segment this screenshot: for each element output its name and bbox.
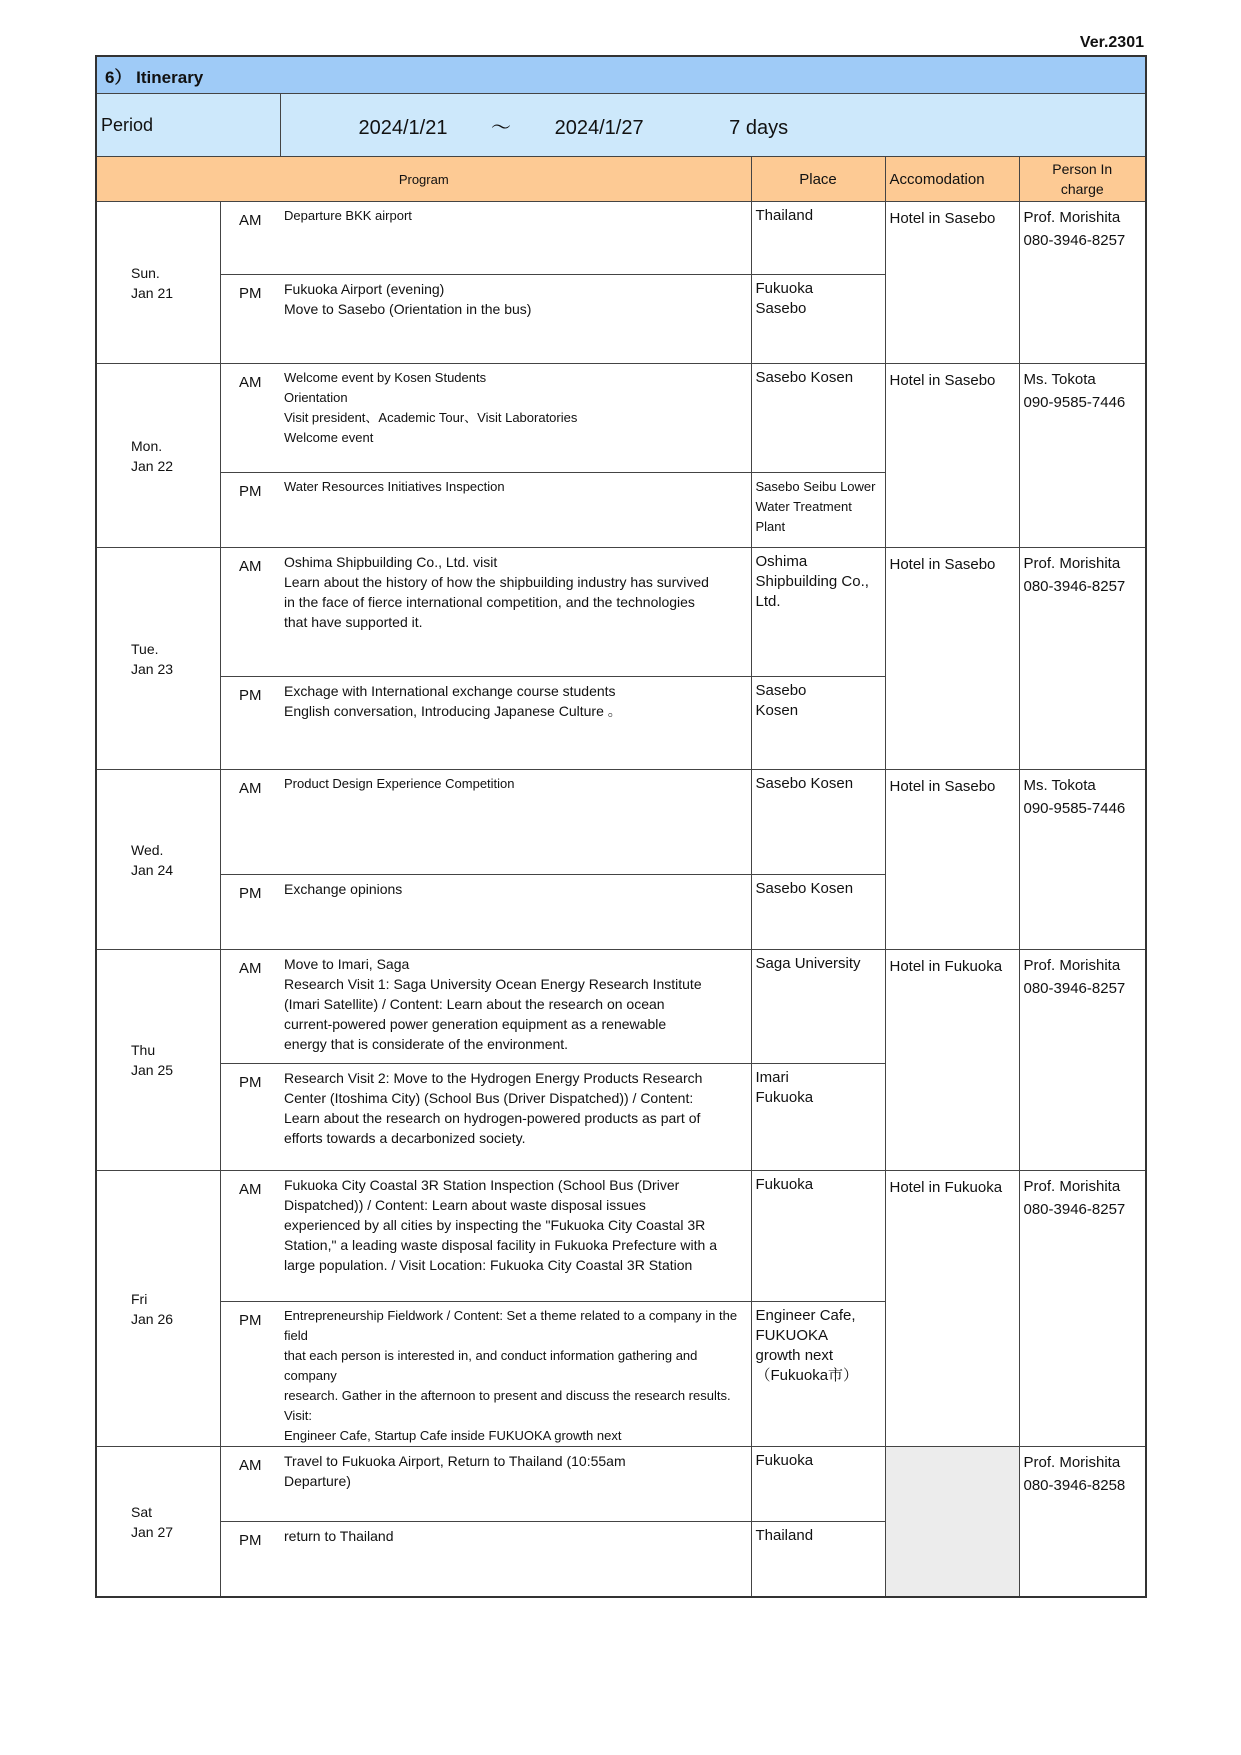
am-program-line: current-powered power generation equipment as a renewable xyxy=(284,1016,667,1032)
am-place-line: Ltd. xyxy=(755,593,781,610)
pm-label: PM xyxy=(220,677,280,770)
day-row-am xyxy=(96,202,1146,275)
am-place xyxy=(751,364,885,473)
pm-program-line: English conversation, Introducing Japanese Culture 。 xyxy=(284,703,622,719)
day-row-am xyxy=(96,548,1146,677)
pm-program xyxy=(280,677,751,770)
am-program-line: Visit president、Academic Tour、Visit Laboratories xyxy=(284,410,578,425)
pm-place xyxy=(751,677,885,770)
pm-program xyxy=(280,1064,751,1171)
am-program-line: Departure BKK airport xyxy=(284,208,412,223)
accommodation-cell: Hotel in Sasebo xyxy=(885,364,1019,548)
person-in-charge-cell xyxy=(1019,202,1146,364)
am-program-line: (Imari Satellite) / Content: Learn about the research on ocean xyxy=(284,996,665,1012)
day-cell xyxy=(96,1171,220,1447)
person-name: Ms. Tokota xyxy=(1023,777,1096,794)
am-program-line: that have supported it. xyxy=(284,614,423,630)
day-date: Jan 21 xyxy=(131,284,174,301)
day-date: Jan 26 xyxy=(131,1310,174,1327)
day-row-am xyxy=(96,364,1146,473)
pm-program-line: Fukuoka Airport (evening) xyxy=(284,281,445,297)
am-program-line: in the face of fierce international competition, and the technologies xyxy=(284,594,695,610)
pm-place xyxy=(751,875,885,950)
person-name: Ms. Tokota xyxy=(1023,371,1096,388)
pm-program-line: Center (Itoshima City) (School Bus (Driver Dispatched)) / Content: xyxy=(284,1090,694,1106)
header-person-line1: Person In xyxy=(1052,161,1113,177)
person-name: Prof. Morishita xyxy=(1023,957,1121,974)
am-place xyxy=(751,548,885,677)
day-name: Tue. xyxy=(131,640,159,657)
am-program-line: energy that is considerate of the environment. xyxy=(284,1036,569,1052)
section-title: 6） Itinerary xyxy=(96,56,1146,94)
itinerary-table xyxy=(95,55,1147,1598)
period-label: Period xyxy=(96,94,280,157)
am-program-line: Oshima Shipbuilding Co., Ltd. visit xyxy=(284,554,498,570)
accommodation-cell xyxy=(885,1447,1019,1598)
pm-program-line: Water Resources Initiatives Inspection xyxy=(284,479,505,494)
pm-program-line: research. Gather in the afternoon to present and discuss the research results. Visit: xyxy=(284,1388,731,1423)
pm-place-line: Fukuoka xyxy=(755,1089,814,1106)
am-program xyxy=(280,1447,751,1522)
am-program xyxy=(280,548,751,677)
pm-program xyxy=(280,875,751,950)
am-program xyxy=(280,770,751,875)
day-cell xyxy=(96,364,220,548)
am-program xyxy=(280,202,751,275)
day-cell xyxy=(96,1447,220,1598)
day-name: Mon. xyxy=(131,437,163,454)
day-cell xyxy=(96,770,220,950)
pm-place-line: Engineer Cafe, xyxy=(755,1307,856,1324)
pm-place-line: Sasebo Seibu Lower xyxy=(755,479,876,494)
day-cell xyxy=(96,950,220,1171)
am-program-line: Welcome event by Kosen Students xyxy=(284,370,487,385)
day-date: Jan 22 xyxy=(131,457,174,474)
am-label: AM xyxy=(220,770,280,875)
section-title-row xyxy=(96,56,1146,94)
am-program-line: Dispatched)) / Content: Learn about waste disposal issues xyxy=(284,1197,646,1213)
pm-place-line: （Fukuoka市） xyxy=(755,1367,859,1384)
am-program xyxy=(280,950,751,1064)
person-in-charge-cell xyxy=(1019,1447,1146,1598)
header-person xyxy=(1019,157,1146,202)
person-phone: 080-3946-8257 xyxy=(1023,578,1126,595)
pm-program xyxy=(280,1522,751,1598)
person-name: Prof. Morishita xyxy=(1023,209,1121,226)
pm-program-line: Learn about the research on hydrogen-powered products as part of xyxy=(284,1110,701,1126)
period-separator: 〜 xyxy=(491,116,512,139)
version-label: Ver.2301 xyxy=(1079,34,1144,51)
am-program-line: large population. / Visit Location: Fukuoka City Coastal 3R Station xyxy=(284,1257,693,1273)
person-in-charge-cell xyxy=(1019,770,1146,950)
day-name: Fri xyxy=(131,1290,148,1307)
pm-program-line: Exchange opinions xyxy=(284,881,403,897)
pm-place-line: Imari xyxy=(755,1069,789,1086)
header-accommodation: Accomodation xyxy=(885,157,1019,202)
am-place-line: Fukuoka xyxy=(755,1176,814,1193)
pm-place xyxy=(751,275,885,364)
am-place-line: Fukuoka xyxy=(755,1452,814,1469)
am-place xyxy=(751,770,885,875)
am-program-line: Departure) xyxy=(284,1473,351,1489)
am-label: AM xyxy=(220,1171,280,1302)
person-phone: 090-9585-7446 xyxy=(1023,800,1126,817)
am-label: AM xyxy=(220,202,280,275)
pm-program-line: Entrepreneurship Fieldwork / Content: Set a theme related to a company in the field xyxy=(284,1308,738,1343)
day-row-am xyxy=(96,770,1146,875)
pm-place-line: Sasebo xyxy=(755,682,807,699)
day-cell xyxy=(96,202,220,364)
pm-place xyxy=(751,1522,885,1598)
am-place xyxy=(751,202,885,275)
day-name: Sat xyxy=(131,1503,153,1520)
person-name: Prof. Morishita xyxy=(1023,1178,1121,1195)
pm-place xyxy=(751,1302,885,1447)
pm-label: PM xyxy=(220,875,280,950)
am-program-line: Research Visit 1: Saga University Ocean Energy Research Institute xyxy=(284,976,702,992)
pm-place-line: Fukuoka xyxy=(755,280,814,297)
accommodation-cell: Hotel in Sasebo xyxy=(885,202,1019,364)
header-program: Program xyxy=(96,157,751,202)
pm-program xyxy=(280,275,751,364)
period-duration: 7 days xyxy=(729,116,789,139)
person-in-charge-cell xyxy=(1019,1171,1146,1447)
am-place-line: Oshima xyxy=(755,553,808,570)
period-start: 2024/1/21 xyxy=(358,116,448,139)
person-in-charge-cell xyxy=(1019,950,1146,1171)
am-program-line: Fukuoka City Coastal 3R Station Inspection (School Bus (Driver xyxy=(284,1177,680,1193)
pm-program-line: efforts towards a decarbonized society. xyxy=(284,1130,526,1146)
pm-place-line: Thailand xyxy=(755,1527,814,1544)
period-row xyxy=(96,94,1146,157)
pm-place-line: FUKUOKA xyxy=(755,1327,829,1344)
person-phone: 080-3946-8258 xyxy=(1023,1477,1126,1494)
day-date: Jan 27 xyxy=(131,1523,174,1540)
am-place-line: Shipbuilding Co., xyxy=(755,573,869,590)
am-place-line: Sasebo Kosen xyxy=(755,775,854,792)
person-name: Prof. Morishita xyxy=(1023,555,1121,572)
am-place xyxy=(751,1171,885,1302)
day-name: Wed. xyxy=(131,841,164,858)
day-name: Thu xyxy=(131,1042,156,1058)
pm-program-line: Engineer Cafe, Startup Cafe inside FUKUOKA growth next xyxy=(284,1428,622,1443)
am-program xyxy=(280,1171,751,1302)
pm-program-line: Exchage with International exchange course students xyxy=(284,683,616,699)
am-program-line: Move to Imari, Saga xyxy=(284,956,410,972)
am-place-line: Thailand xyxy=(755,207,814,224)
pm-place-line: Sasebo Kosen xyxy=(755,880,854,897)
am-place-line: Saga University xyxy=(755,955,861,972)
day-cell xyxy=(96,548,220,770)
person-in-charge-cell xyxy=(1019,548,1146,770)
header-person-line2: charge xyxy=(1060,181,1104,197)
header-place: Place xyxy=(751,157,885,202)
am-program-line: experienced by all cities by inspecting the "Fukuoka City Coastal 3R xyxy=(284,1217,706,1233)
pm-program-line: that each person is interested in, and conduct information gathering and company xyxy=(284,1348,698,1383)
day-date: Jan 24 xyxy=(131,861,174,878)
day-row-am xyxy=(96,950,1146,1064)
accommodation-cell: Hotel in Fukuoka xyxy=(885,950,1019,1171)
accommodation-cell: Hotel in Sasebo xyxy=(885,770,1019,950)
day-row-am xyxy=(96,1447,1146,1522)
header-row xyxy=(96,157,1146,202)
am-label: AM xyxy=(220,1447,280,1522)
pm-place xyxy=(751,473,885,548)
pm-program-line: Move to Sasebo (Orientation in the bus) xyxy=(284,301,532,317)
person-phone: 080-3946-8257 xyxy=(1023,1201,1126,1218)
accommodation-cell: Hotel in Fukuoka xyxy=(885,1171,1019,1447)
day-date: Jan 25 xyxy=(131,1062,174,1078)
person-in-charge-cell xyxy=(1019,364,1146,548)
am-program-line: Learn about the history of how the shipbuilding industry has survived xyxy=(284,574,709,590)
accommodation-cell: Hotel in Sasebo xyxy=(885,548,1019,770)
pm-place-line: Plant xyxy=(755,519,786,534)
period-end: 2024/1/27 xyxy=(554,116,644,139)
period-value xyxy=(280,94,1146,157)
pm-place-line: Kosen xyxy=(755,702,799,719)
am-program xyxy=(280,364,751,473)
pm-program xyxy=(280,473,751,548)
pm-program xyxy=(280,1302,751,1447)
am-program-line: Product Design Experience Competition xyxy=(284,776,515,791)
am-program-line: Orientation xyxy=(284,390,348,405)
am-label: AM xyxy=(220,548,280,677)
person-phone: 090-9585-7446 xyxy=(1023,394,1126,411)
day-row-am xyxy=(96,1171,1146,1302)
person-phone: 080-3946-8257 xyxy=(1023,232,1126,249)
pm-place-line: growth next xyxy=(755,1347,834,1364)
am-place xyxy=(751,1447,885,1522)
pm-label: PM xyxy=(220,1064,280,1171)
pm-label: PM xyxy=(220,275,280,364)
person-name: Prof. Morishita xyxy=(1023,1454,1121,1471)
am-label: AM xyxy=(220,364,280,473)
am-place-line: Sasebo Kosen xyxy=(755,369,854,386)
day-date: Jan 23 xyxy=(131,660,174,677)
day-name: Sun. xyxy=(131,264,160,281)
am-program-line: Welcome event xyxy=(284,430,374,445)
pm-program-line: Research Visit 2: Move to the Hydrogen Energy Products Research xyxy=(284,1070,703,1086)
person-phone: 080-3946-8257 xyxy=(1023,980,1126,997)
pm-program-line: return to Thailand xyxy=(284,1528,394,1544)
pm-place xyxy=(751,1064,885,1171)
am-label: AM xyxy=(220,950,280,1064)
pm-label: PM xyxy=(220,1302,280,1447)
pm-label: PM xyxy=(220,1522,280,1598)
pm-label: PM xyxy=(220,473,280,548)
am-place xyxy=(751,950,885,1064)
am-program-line: Station," a leading waste disposal facility in Fukuoka Prefecture with a xyxy=(284,1237,717,1253)
am-program-line: Travel to Fukuoka Airport, Return to Thailand (10:55am xyxy=(284,1453,626,1469)
pm-place-line: Sasebo xyxy=(755,300,807,317)
pm-place-line: Water Treatment xyxy=(755,499,852,514)
